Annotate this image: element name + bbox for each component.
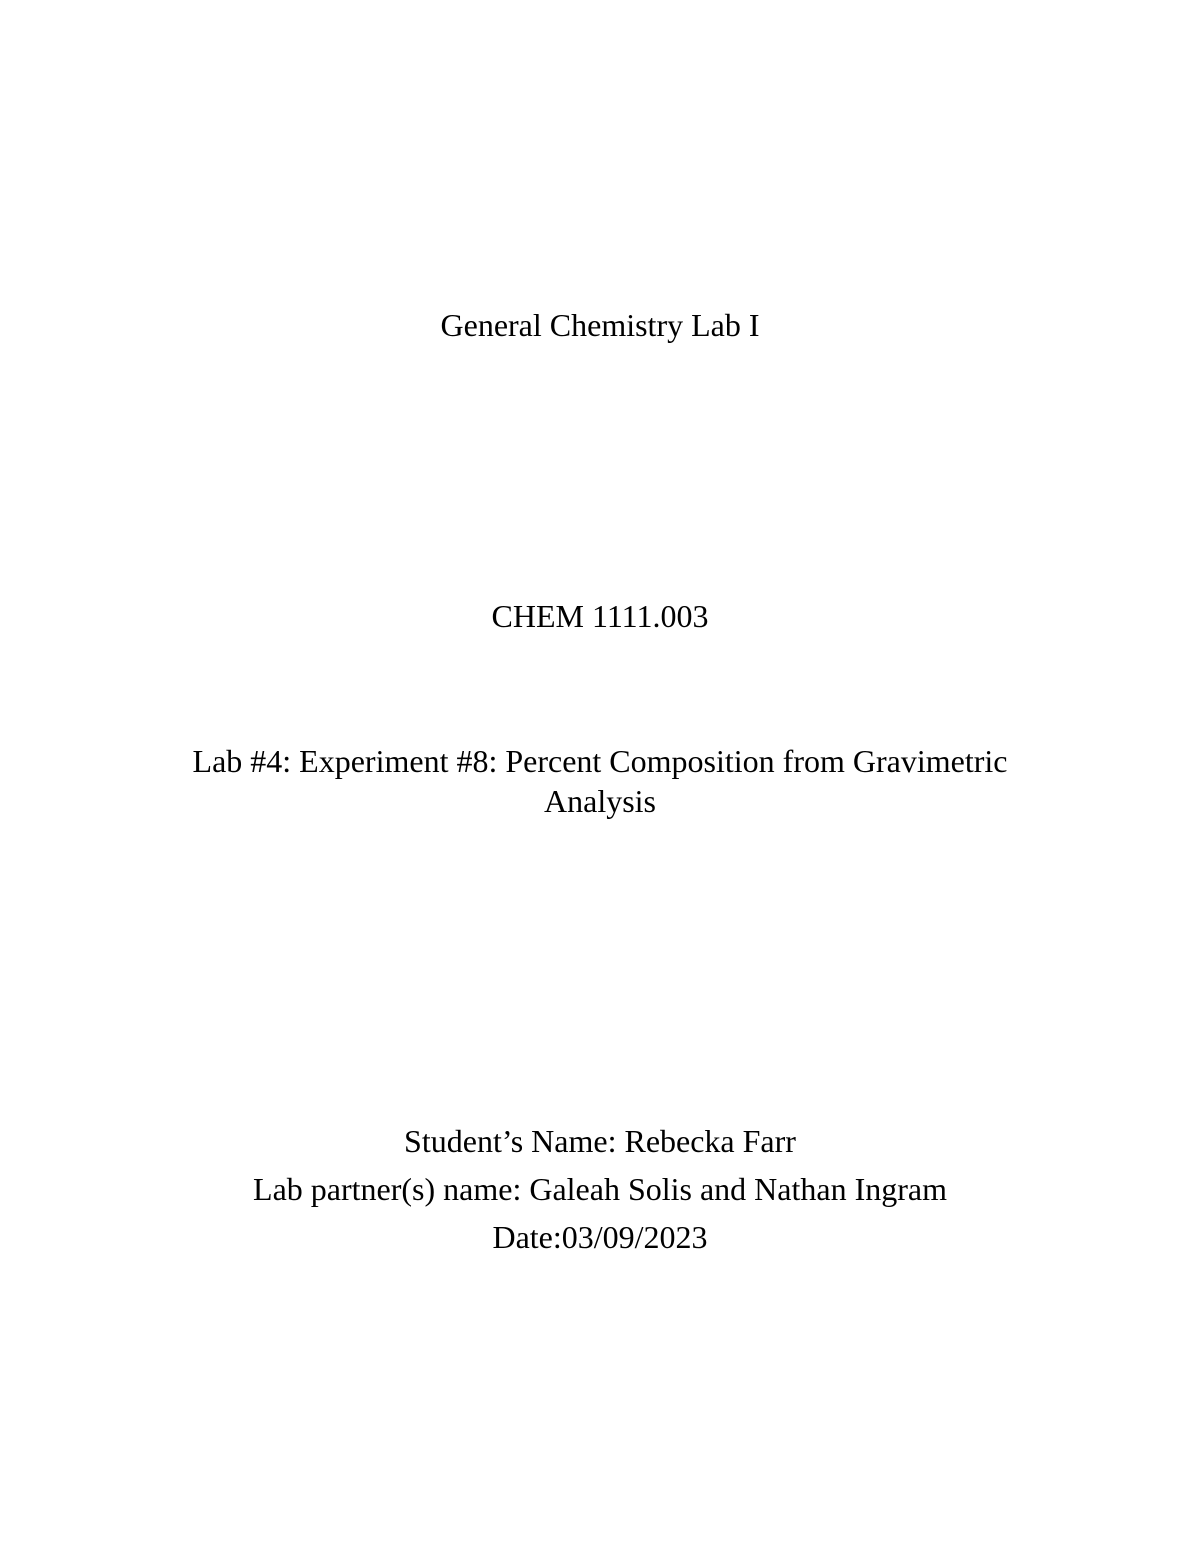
report-date: Date:03/09/2023: [492, 1219, 708, 1255]
lab-title-line-2: Analysis: [544, 783, 656, 819]
lab-title-line-1: Lab #4: Experiment #8: Percent Composition from Gravimetric: [192, 743, 1008, 779]
course-title: General Chemistry Lab I: [440, 307, 760, 343]
lab-partners: Lab partner(s) name: Galeah Solis and Nathan Ingram: [253, 1171, 947, 1207]
student-name: Student’s Name: Rebecka Farr: [404, 1123, 796, 1159]
course-code: CHEM 1111.003: [491, 598, 709, 634]
